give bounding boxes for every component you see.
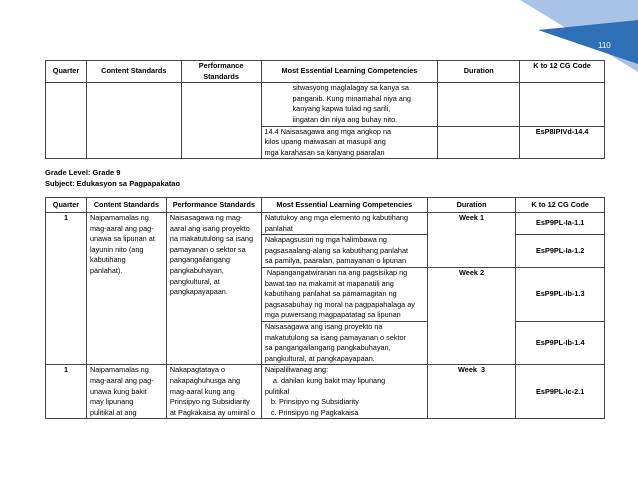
cg-code-cell: EsP9PL-Ia-1.1 [516,213,605,235]
duration-cell: Week 2 [427,267,516,364]
header-performance-standards: Performance Standards [181,61,261,83]
quarter-cell: 1 [46,365,87,419]
page-number: 110 [598,41,611,50]
performance-standard-cell: Nakapagtataya o nakapaghuhusga ang mag-aaral kung ang Prinsipyo ng Subsidiarity at Pagkakaisa ay umiiral o [166,365,261,419]
header-quarter: Quarter [46,198,87,213]
top-curriculum-table [45,60,605,159]
table-row [46,365,605,419]
melc-cell: Naisasagawa ang isang proyekto na makatutulong sa isang pamayanan o sektor sa pangangailangang pangkabuhayan, pangkultural, at pangkapayapaan. [261,321,427,364]
duration-cell: Week 3 [427,365,516,419]
content-standard-cell: Naipamamalas ng mag-aaral ang pag- unawa sa lipunan at layunin nito (ang kabutihang panlahat). [86,213,166,365]
main-header-row [46,198,605,213]
cg-code-cell: EsP9PL-Ib-1.4 [516,321,605,364]
melc-cell: Naipaliliwanag ang: a. dahilan kung bakit may lipunang pulitikal b. Prinsipyo ng Subsidiarity c. Prinsipyo ng Pagkakaisa [261,365,427,419]
subject: Subject: Edukasyon sa Pagpapakatao [45,179,181,188]
melc-cell: Natutukoy ang mga elemento ng kabutihang panlahat [261,213,427,235]
header-melc: Most Essential Learning Competencies [261,198,427,213]
competency-14-4: 14.4 Naisasagawa ang mga angkop na kilos upang maiwasan at masupil ang mga karahasan sa kanyang paaralan [261,126,438,159]
top-continued-row [46,83,605,126]
melc-cell: Nakapagsusuri ng mga halimbawa ng pagsasaalang-alang sa kabutihang panlahat sa pamilya, paaralan, pamayanan o lipunan [261,235,427,268]
cg-code-cell: EsP9PL-Ib-1.3 [516,267,605,321]
header-performance-standards: Performance Standards [166,198,261,213]
continued-melc-text: sitwasyong maglalagay sa kanya sa panganib. Kung minamahal niya ang kanyang kapwa tulad ng sarili, iingatan din niya ang buhay nito. [261,83,438,126]
header-cg-code: K to 12 CG Code [520,61,605,83]
duration-cell: Week 1 [427,213,516,268]
header-duration: Duration [438,61,520,83]
corner-dark-band [538,20,638,64]
quarter-cell: 1 [46,213,87,365]
table-row [46,213,605,235]
header-cg-code: K to 12 CG Code [516,198,605,213]
melc-cell: Napangangatwiranan na ang pagsisikap ng bawat tao na makamit at mapanatili ang kabutihang panlahat sa pamamagitan ng pagsasabuhay ng moral na pagpapahalaga ay mga puwersang magpapatatag sa lipunan [261,267,427,321]
header-content-standards: Content Standards [86,61,181,83]
header-content-standards: Content Standards [86,198,166,213]
grade9-curriculum-table [45,197,605,419]
content-standard-cell: Naipamamalas ng mag-aaral ang pag- unawa kung bakit may lipunang pulitikal at ang [86,365,166,419]
header-melc: Most Essential Learning Competencies [261,61,438,83]
grade-level: Grade Level: Grade 9 [45,168,121,177]
top-header-row [46,61,605,83]
performance-standard-cell: Naisasagawa ng mag- aaral ang isang proyekto na makatutulong sa isang pamayanan o sektor sa pangangailangang pangkabuhayan, pangkultural, at pangkapayapaan. [166,213,261,365]
cg-code-cell: EsP9PL-Ia-1.2 [516,235,605,268]
header-duration: Duration [427,198,516,213]
code-esp8-14-4: EsP8IPIVd-14.4 [520,126,605,159]
cg-code-cell: EsP9PL-Ic-2.1 [516,365,605,419]
header-quarter: Quarter [46,61,87,83]
